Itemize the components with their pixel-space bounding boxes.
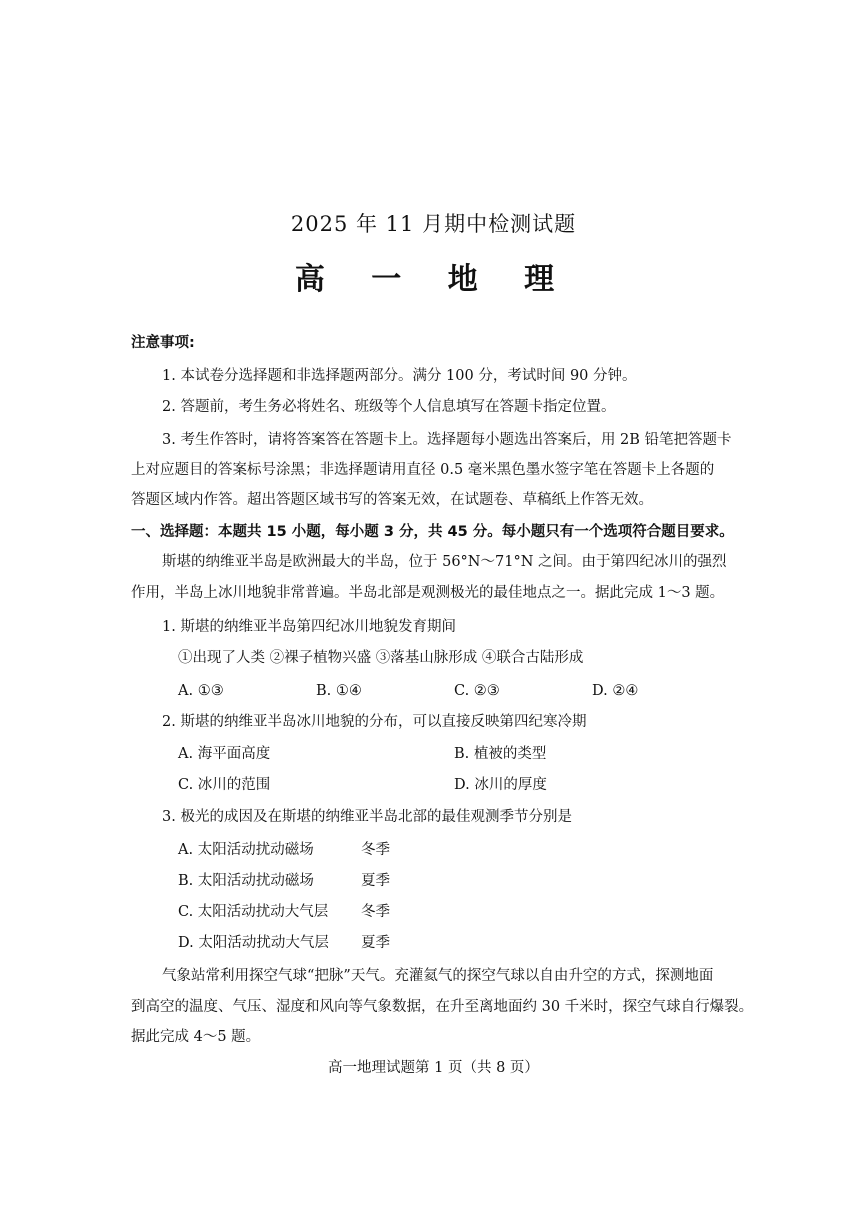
passage-2-line-3: 据此完成 4～5 题。 bbox=[131, 1029, 261, 1045]
passage-2-line-2: 到高空的温度、气压、湿度和风向等气象数据，在升至离地面约 30 千米时，探空气球自行爆裂。 bbox=[131, 999, 754, 1015]
passage-1-line-2: 作用，半岛上冰川地貌非常普遍。半岛北部是观测极光的最佳地点之一。据此完成 1～3 题。 bbox=[131, 585, 725, 601]
notice-item-3-line-2: 上对应题目的答案标号涂黑；非选择题请用直径 0.5 毫米黑色墨水签字笔在答题卡上各题的 bbox=[131, 462, 715, 478]
notice-item-1: 1. 本试卷分选择题和非选择题两部分。满分 100 分，考试时间 90 分钟。 bbox=[162, 368, 637, 384]
question-1-option-d: D. ②④ bbox=[592, 683, 639, 699]
question-2-option-d: D. 冰川的厚度 bbox=[454, 777, 547, 793]
question-1-option-b: B. ①④ bbox=[316, 683, 362, 699]
question-1-statements: ①出现了人类 ②裸子植物兴盛 ③落基山脉形成 ④联合古陆形成 bbox=[178, 650, 584, 666]
passage-2-line-1: 气象站常利用探空气球“把脉”天气。充灌氦气的探空气球以自由升空的方式，探测地面 bbox=[162, 968, 714, 984]
question-2-option-a: A. 海平面高度 bbox=[178, 746, 271, 762]
question-3-option-c-season: 冬季 bbox=[361, 904, 390, 920]
question-1-option-a: A. ①③ bbox=[178, 683, 224, 699]
notice-item-3-line-1: 3. 考生作答时，请将答案答在答题卡上。选择题每小题选出答案后，用 2B 铅笔把答题卡 bbox=[162, 432, 732, 448]
question-2-option-c: C. 冰川的范围 bbox=[178, 777, 271, 793]
notice-item-2: 2. 答题前，考生务必将姓名、班级等个人信息填写在答题卡指定位置。 bbox=[162, 399, 616, 415]
question-1-option-c: C. ②③ bbox=[454, 683, 500, 699]
question-2-stem: 2. 斯堪的纳维亚半岛冰川地貌的分布，可以直接反映第四纪寒冷期 bbox=[162, 714, 587, 730]
question-3-stem: 3. 极光的成因及在斯堪的纳维亚半岛北部的最佳观测季节分别是 bbox=[162, 809, 572, 825]
question-3-option-b-season: 夏季 bbox=[361, 873, 390, 889]
question-2-option-b: B. 植被的类型 bbox=[454, 746, 547, 762]
question-3-option-c: C. 太阳活动扰动大气层 bbox=[178, 904, 329, 920]
section-heading: 一、选择题：本题共 15 小题，每小题 3 分，共 45 分。每小题只有一个选项符合题目要求。 bbox=[131, 524, 734, 540]
question-1-stem: 1. 斯堪的纳维亚半岛第四纪冰川地貌发育期间 bbox=[162, 619, 456, 635]
passage-1-line-1: 斯堪的纳维亚半岛是欧洲最大的半岛，位于 56°N～71°N 之间。由于第四纪冰川的强烈 bbox=[162, 554, 727, 570]
page-footer: 高一地理试题第 1 页（共 8 页） bbox=[328, 1060, 539, 1076]
subject-title: 高 一 地 理 bbox=[294, 262, 573, 297]
question-3-option-a: A. 太阳活动扰动磁场 bbox=[178, 842, 314, 858]
question-3-option-a-season: 冬季 bbox=[361, 842, 390, 858]
exam-title: 2025 年 11 月期中检测试题 bbox=[290, 212, 577, 236]
notice-item-3-line-3: 答题区域内作答。超出答题区域书写的答案无效，在试题卷、草稿纸上作答无效。 bbox=[131, 492, 653, 508]
question-3-option-d-season: 夏季 bbox=[361, 935, 390, 951]
question-3-option-b: B. 太阳活动扰动磁场 bbox=[178, 873, 314, 889]
question-3-option-d: D. 太阳活动扰动大气层 bbox=[178, 935, 329, 951]
notice-heading: 注意事项: bbox=[131, 335, 195, 351]
